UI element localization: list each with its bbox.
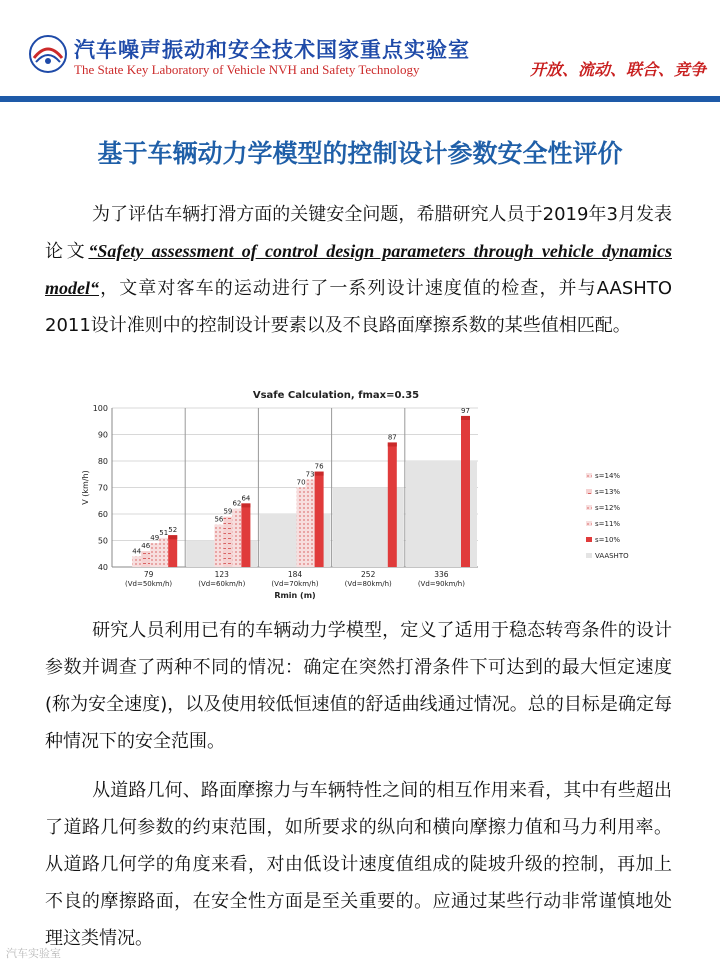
bar-cap [315, 472, 324, 476]
x-tick-label: 79 [143, 570, 154, 579]
bar-data-label: 87 [387, 433, 397, 442]
paragraph-method [45, 612, 672, 760]
bar [141, 551, 150, 567]
y-tick-label: 50 [97, 536, 108, 546]
bar [150, 543, 159, 567]
y-axis-title: V (km/h) [81, 470, 90, 505]
x-tick-label: 252 [361, 570, 376, 579]
legend-item: s=13% [595, 488, 621, 496]
bar [306, 480, 315, 567]
watermark: 汽车实验室 [6, 947, 61, 960]
bar-data-label: 59 [223, 507, 233, 516]
legend-item: VAASHTO [595, 552, 629, 560]
legend-swatch [586, 505, 592, 510]
bar [461, 416, 470, 567]
x-tick-sublabel: (Vd=80km/h) [344, 580, 392, 588]
x-tick-label: 123 [214, 570, 229, 579]
bar [159, 538, 168, 567]
legend-swatch [586, 553, 592, 558]
y-tick-label: 90 [97, 430, 108, 440]
legend-item: s=11% [595, 520, 621, 528]
lab-slogan: 开放、流动、联合、竞争 [529, 60, 706, 79]
bar-data-label: 64 [241, 494, 251, 503]
bar-data-label: 73 [305, 470, 315, 479]
vsafe-chart-svg [78, 386, 648, 604]
lab-emblem-icon [28, 34, 68, 74]
bar-data-label: 56 [214, 515, 224, 524]
x-tick-sublabel: (Vd=70km/h) [271, 580, 319, 588]
paragraph-conclusion-text: 从道路几何、路面摩擦力与车辆特性之间的相互作用来看，其中有些超出了道路几何参数的约束范围，如所要求的纵向和横向摩擦力值和马力利用率。从道路几何学的角度来看，对由低设计速度值组成的陡坡升级的控制，再加上不良的摩擦路面，在安全性方面是至关重要的。应通过某些行动非常谨慎地处理这类情况。 [45, 780, 672, 949]
paper-title-link[interactable]: “Safety assessment of control design parameters through vehicle dynamics model“ [45, 241, 672, 298]
legend-swatch [586, 473, 592, 478]
bar-data-label: 44 [132, 547, 142, 556]
bar-data-label: 76 [314, 462, 324, 471]
bar-data-label: 70 [296, 478, 306, 487]
legend-item: s=14% [595, 472, 621, 480]
paragraph-conclusion [45, 772, 672, 957]
y-tick-label: 100 [92, 404, 108, 413]
bar-data-label: 46 [141, 542, 151, 551]
bar-cap [461, 416, 470, 420]
bar-cap [388, 442, 397, 446]
bar [132, 556, 141, 567]
y-tick-label: 40 [97, 563, 108, 572]
y-tick-label: 80 [97, 457, 108, 466]
bar [315, 472, 324, 567]
bar [297, 488, 306, 568]
x-tick-sublabel: (Vd=60km/h) [198, 580, 246, 588]
article-title: 基于车辆动力学模型的控制设计参数安全性评价 [97, 139, 623, 168]
vsafe-chart [78, 386, 648, 604]
bar [168, 535, 177, 567]
x-tick-label: 184 [287, 570, 303, 579]
bar-data-label: 52 [168, 526, 178, 535]
legend-swatch [586, 489, 592, 494]
bar-data-label: 97 [461, 406, 470, 415]
legend-item: s=10% [595, 536, 621, 544]
bar-data-label: 62 [232, 499, 242, 508]
paragraph-intro-lead: 为了评估车辆打滑方面的关键安全问题，希腊研究人员于2019年3月发表论文 [45, 204, 672, 262]
page-header [0, 0, 720, 96]
x-tick-sublabel: (Vd=90km/h) [417, 580, 465, 588]
x-tick-sublabel: (Vd=50km/h) [125, 580, 173, 588]
lab-name-cn: 汽车噪声振动和安全技术国家重点实验室 [74, 38, 470, 62]
y-tick-label: 60 [97, 510, 108, 519]
bar-cap [168, 535, 177, 539]
paragraph-intro-rest: ，文章对客车的运动进行了一系列设计速度值的检查，并与AASHTO 2011设计准则中的控制设计要素以及不良路面摩擦系数的某些值相匹配。 [45, 278, 672, 336]
bar [214, 525, 223, 567]
bar [388, 442, 397, 567]
x-axis-title: Rmin (m) [274, 591, 316, 600]
bar-data-label: 49 [150, 534, 160, 543]
x-tick-label: 336 [434, 570, 449, 579]
y-tick-label: 70 [97, 483, 108, 493]
paragraph-intro [45, 196, 672, 344]
bar-cap [241, 503, 250, 507]
legend-swatch [586, 537, 592, 542]
bar [223, 517, 232, 567]
bar [241, 503, 250, 567]
bar-data-label: 51 [159, 528, 169, 537]
lab-name-en: The State Key Laboratory of Vehicle NVH and Safety Technology [74, 62, 420, 77]
legend-swatch [586, 521, 592, 526]
paragraph-method-text: 研究人员利用已有的车辆动力学模型，定义了适用于稳态转弯条件的设计参数并调查了两种不同的情况：确定在突然打滑条件下可达到的最大恒定速度(称为安全速度)，以及使用较低恒速值的舒适曲线通过情况。总的目标是确定每种情况下的安全范围。 [45, 620, 672, 752]
chart-title: Vsafe Calculation, fmax=0.35 [252, 390, 420, 401]
legend-item: s=12% [595, 504, 621, 512]
bar [232, 509, 241, 567]
header-divider [0, 96, 720, 102]
